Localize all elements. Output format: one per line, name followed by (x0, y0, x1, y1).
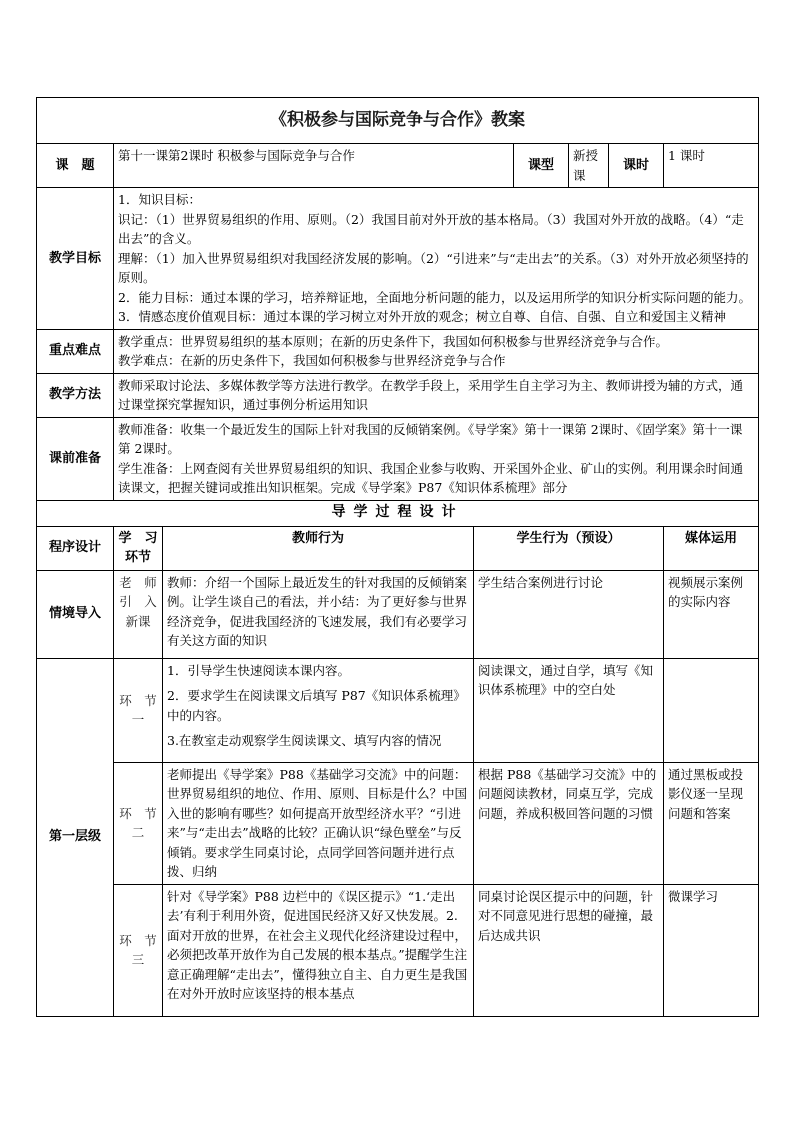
situation-teacher: 教师：介绍一个国际上最近发生的针对我国的反倾销案例。让学生谈自己的看法，并小结：为了更好参与世界经济竞争，促进我国经济的飞速发展，我们有必要学习有关这方面的知识 (163, 570, 474, 658)
node-three-teacher: 针对《导学案》P88 边栏中的《误区提示》“1.‘走出去’有利于利用外资，促进国民经济又好又快发展。2.面对开放的世界，在社会主义现代化经济建设过程中，必须把改革开放作为自己发展的根本基点。”提醒学生注意正确理解“走出去”，懂得独立自主、自力更生是我国在对外开放时应该坚持的根本基点 (163, 884, 474, 1016)
goals-line: 识记：（1）世界贸易组织的作用、原则。（2）我国目前对外开放的基本格局。（3）我国对外开放的战略。（4）“走出去”的含义。 (118, 211, 744, 246)
node-two-media: 通过黑板或投影仪逐一呈现问题和答案 (664, 762, 759, 884)
level-one-program: 第一层级 (37, 658, 114, 1016)
methods-label: 教学方法 (37, 373, 114, 417)
preparation-line: 教师准备：收集一个最近发生的国际上针对我国的反倾销案例。《导学案》第十一课第 2课时、《固学案》第十一课第 2课时。 (118, 421, 743, 456)
type-label: 课型 (514, 144, 569, 188)
node-one-item: 3.在教室走动观察学生阅读课文、填写内容的情况 (167, 733, 442, 748)
goals-label: 教学目标 (37, 188, 114, 330)
hours-label: 课时 (609, 144, 664, 188)
topic-value: 第十一课第2课时 积极参与国际竞争与合作 (114, 144, 514, 188)
methods-content: 教师采取讨论法、多媒体教学等方法进行教学。在教学手段上，采用学生自主学习为主、教师讲授为辅的方式，通过课堂探究掌握知识，通过事例分析运用知识 (114, 373, 759, 417)
situation-student: 学生结合案例进行讨论 (474, 570, 664, 658)
key-point-line: 教学重点：世界贸易组织的基本原则；在新的历史条件下，我国如何积极参与世界经济竞争与合作。 (118, 333, 669, 349)
stage-header: 学 习 环节 (114, 526, 163, 570)
preparation-label: 课前准备 (37, 417, 114, 500)
document-title: 《积极参与国际竞争与合作》教案 (37, 98, 759, 144)
goals-line: 3．情感态度价值观目标：通过本课的学习树立对外开放的观念；树立自尊、自信、自强、自立和爱国主义精神 (118, 309, 726, 324)
node-three-stage: 环 节 三 (114, 884, 163, 1016)
key-point-line: 教学难点：在新的历史条件下，我国如何积极参与世界经济竞争与合作 (118, 353, 506, 368)
situation-stage: 老 师 引 入 新课 (114, 570, 163, 658)
node-one-student: 阅读课文，通过自学，填写《知识体系梳理》中的空白处 (474, 658, 664, 762)
section-title: 导学过程设计 (37, 500, 759, 526)
goals-line: 1．知识目标： (118, 192, 201, 207)
situation-program: 情境导入 (37, 570, 114, 658)
node-one-media (664, 658, 759, 762)
media-header: 媒体运用 (664, 526, 759, 570)
node-two-stage: 环 节 二 (114, 762, 163, 884)
node-one-stage: 环 节 一 (114, 658, 163, 762)
key-points-label: 重点难点 (37, 329, 114, 373)
situation-media: 视频展示案例的实际内容 (664, 570, 759, 658)
node-three-student: 同桌讨论误区提示中的问题，针对不同意见进行思想的碰撞，最后达成共识 (474, 884, 664, 1016)
student-header: 学生行为（预设） (474, 526, 664, 570)
node-one-teacher (163, 658, 474, 762)
node-two-teacher: 老师提出《导学案》P88《基础学习交流》中的问题：世界贸易组织的地位、作用、原则、目标是什么？中国入世的影响有哪些？如何提高开放型经济水平？“引进来”与“走出去”战略的比较？正确认识“绿色壁垒”与反倾销。要求学生同桌讨论，点同学回答问题并进行点拨、归纳 (163, 762, 474, 884)
node-two-student: 根据 P88《基础学习交流》中的问题阅读教材，同桌互学，完成问题，养成积极回答问题的习惯 (474, 762, 664, 884)
program-header: 程序设计 (37, 526, 114, 570)
preparation-content (114, 417, 759, 500)
hours-value: 1 课时 (664, 144, 759, 188)
lesson-plan-table (36, 97, 759, 1017)
type-value: 新授课 (569, 144, 609, 188)
node-one-item: 1．引导学生快速阅读本课内容。 (167, 662, 350, 678)
goals-line: 理解：（1）加入世界贸易组织对我国经济发展的影响。（2）“引进来”与“走出去”的关系。（3）对外开放必须坚持的原则。 (118, 250, 749, 285)
node-three-media: 微课学习 (664, 884, 759, 1016)
topic-label: 课 题 (37, 144, 114, 188)
node-one-item: 2．要求学生在阅读课文后填写 P87《知识体系梳理》中的内容。 (167, 688, 466, 723)
key-points-content (114, 329, 759, 373)
teacher-header: 教师行为 (163, 526, 474, 570)
lesson-plan-page (36, 97, 758, 1017)
goals-content (114, 188, 759, 330)
goals-line: 2．能力目标：通过本课的学习，培养辩证地，全面地分析问题的能力，以及运用所学的知识分析实际问题的能力。 (118, 289, 751, 305)
preparation-line: 学生准备：上网查阅有关世界贸易组织的知识、我国企业参与收购、开采国外企业、矿山的实例。利用课余时间通读课文，把握关键词或推出知识框架。完成《导学案》P87《知识体系梳理》部分 (118, 460, 744, 495)
